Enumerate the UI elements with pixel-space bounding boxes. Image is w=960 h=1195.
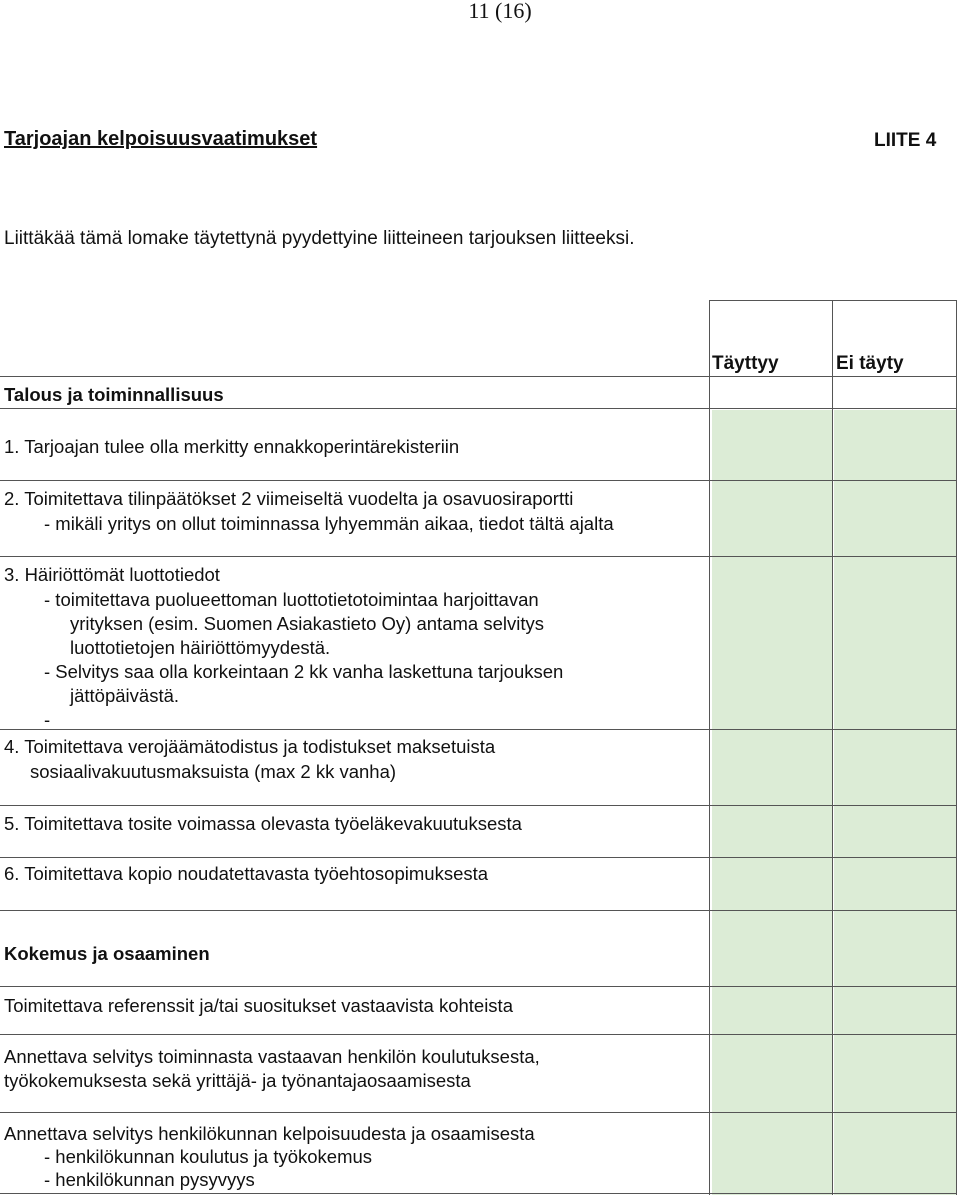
intro-text: Liittäkää tämä lomake täytettynä pyydettyine liitteineen tarjouksen liitteeksi. <box>4 228 635 249</box>
requirement-item: 1. Tarjoajan tulee olla merkitty ennakkoperintärekisteriin <box>4 436 460 457</box>
requirement-item: Toimitettava referenssit ja/tai suositukset vastaavista kohteista <box>4 995 513 1016</box>
grid-line <box>0 986 957 987</box>
page-number: 11 (16) <box>468 0 532 23</box>
requirement-item-detail: työkokemuksesta sekä yrittäjä- ja työnantajaosaamisesta <box>4 1070 471 1091</box>
requirement-item: 3. Häiriöttömät luottotiedot <box>4 564 220 585</box>
requirement-item-detail: - henkilökunnan koulutus ja työkokemus <box>44 1146 373 1167</box>
requirement-item: 4. Toimitettava verojäämätodistus ja todistukset maksetuista <box>4 736 496 757</box>
grid-line <box>832 300 833 1195</box>
grid-line <box>0 480 957 481</box>
grid-line <box>0 857 957 858</box>
page-title: Tarjoajan kelpoisuusvaatimukset <box>4 128 318 150</box>
column-header-not-filled: Ei täyty <box>836 353 904 374</box>
grid-line <box>0 408 957 409</box>
section-heading-experience: Kokemus ja osaaminen <box>4 943 210 964</box>
grid-line <box>0 1112 957 1113</box>
requirement-item-detail: jättöpäivästä. <box>70 685 180 706</box>
grid-line <box>0 1034 957 1035</box>
not-filled-column-cells[interactable] <box>834 410 956 1195</box>
grid-line <box>0 376 957 377</box>
requirement-item-detail: - henkilökunnan pysyvyys <box>44 1169 255 1190</box>
requirement-item: Annettava selvitys toiminnasta vastaavan henkilön koulutuksesta, <box>4 1046 540 1067</box>
requirement-item: 6. Toimitettava kopio noudatettavasta työehtosopimuksesta <box>4 863 489 884</box>
grid-line <box>956 300 957 1195</box>
grid-line <box>0 556 957 557</box>
filled-column-cells[interactable] <box>712 410 832 1195</box>
section-heading-finance: Talous ja toiminnallisuus <box>4 384 224 405</box>
requirement-item-detail: luottotietojen häiriöttömyydestä. <box>70 637 331 658</box>
grid-line <box>709 300 957 301</box>
appendix-label: LIITE 4 <box>874 130 937 151</box>
grid-line <box>709 300 710 1195</box>
requirement-item: 5. Toimitettava tosite voimassa olevasta työeläkevakuutuksesta <box>4 813 522 834</box>
grid-line <box>0 805 957 806</box>
column-header-filled: Täyttyy <box>712 353 779 374</box>
requirement-item-detail: - Selvitys saa olla korkeintaan 2 kk vanha laskettuna tarjouksen <box>44 661 564 682</box>
requirement-item: Annettava selvitys henkilökunnan kelpoisuudesta ja osaamisesta <box>4 1123 535 1144</box>
grid-line <box>0 729 957 730</box>
requirement-item-detail: - mikäli yritys on ollut toiminnassa lyhyemmän aikaa, tiedot tältä ajalta <box>44 513 614 534</box>
requirement-item: 2. Toimitettava tilinpäätökset 2 viimeiseltä vuodelta ja osavuosiraportti <box>4 488 574 509</box>
grid-line <box>0 1193 957 1194</box>
grid-line <box>0 910 957 911</box>
requirement-item-detail: sosiaalivakuutusmaksuista (max 2 kk vanha) <box>30 761 397 782</box>
requirement-item-detail: - toimitettava puolueettoman luottotietotoimintaa harjoittavan <box>44 589 539 610</box>
requirement-item-detail: - <box>44 709 51 730</box>
requirement-item-detail: yrityksen (esim. Suomen Asiakastieto Oy) antama selvitys <box>70 613 544 634</box>
